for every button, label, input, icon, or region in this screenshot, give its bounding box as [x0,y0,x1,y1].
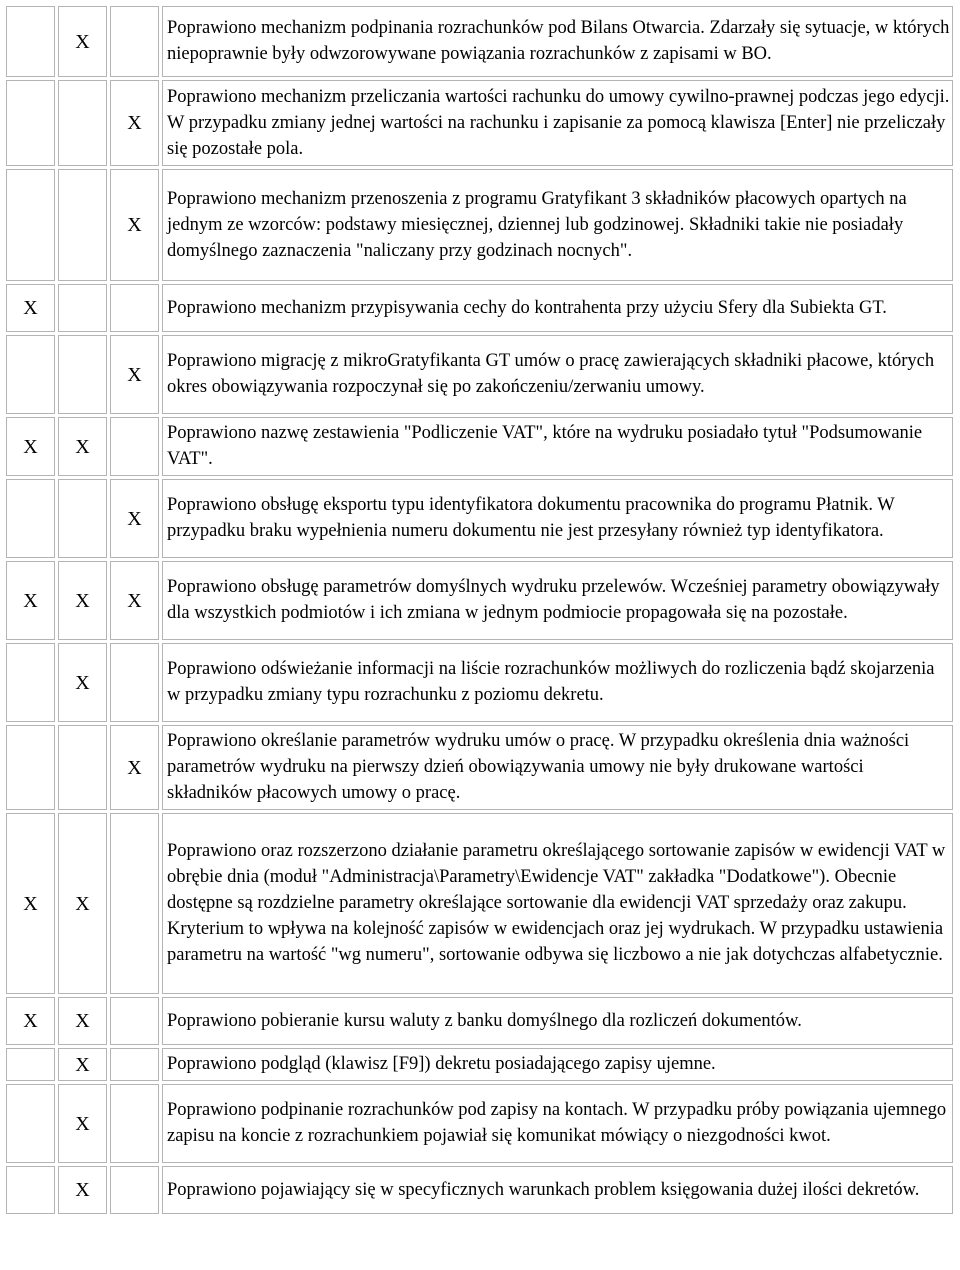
mark-cell-col2 [58,80,107,166]
mark-cell-col3: X [110,561,159,640]
mark-cell-col3 [110,643,159,722]
mark-cell-col1: X [6,813,55,994]
change-description: Poprawiono migrację z mikroGratyfikanta GT umów o pracę zawierających składniki płacowe, których okres obowiązywania rozpoczynał się po zakończeniu/zerwaniu umowy. [162,335,953,414]
table-row [6,561,953,640]
changes-table [3,3,956,1217]
mark-cell-col1 [6,479,55,558]
mark-cell-col2: X [58,1048,107,1081]
change-description: Poprawiono mechanizm przypisywania cechy do kontrahenta przy użyciu Sfery dla Subiekta GT. [162,284,953,332]
table-row [6,80,953,166]
mark-cell-col3: X [110,80,159,166]
table-row [6,169,953,281]
table-row [6,335,953,414]
table-row [6,284,953,332]
change-description: Poprawiono obsługę parametrów domyślnych wydruku przelewów. Wcześniej parametry obowiązywały dla wszystkich podmiotów i ich zmiana w jednym podmiocie propagowała się na pozostałe. [162,561,953,640]
mark-cell-col1 [6,6,55,77]
change-description: Poprawiono oraz rozszerzono działanie parametru określającego sortowanie zapisów w ewidencji VAT w obrębie dnia (moduł "Administracja\Parametry\Ewidencje VAT" zakładka "Dodatkowe"). Obecnie dostępne są rozdzielne parametry określające sortowanie dla ewidencji VAT sprzedaży oraz zakupu. Kryterium to wpływa na kolejność zapisów w ewidencjach oraz jej wydrukach. W przypadku ustawienia parametru na wartość "wg numeru", sortowanie odbywa się liczbowo a nie jak dotychczas alfabetycznie. [162,813,953,994]
mark-cell-col3 [110,6,159,77]
mark-cell-col1 [6,1166,55,1214]
table-row [6,1048,953,1081]
mark-cell-col3: X [110,169,159,281]
mark-cell-col1 [6,169,55,281]
mark-cell-col1: X [6,997,55,1045]
change-description: Poprawiono pobieranie kursu waluty z banku domyślnego dla rozliczeń dokumentów. [162,997,953,1045]
mark-cell-col1 [6,335,55,414]
mark-cell-col3 [110,417,159,476]
change-description: Poprawiono podgląd (klawisz [F9]) dekretu posiadającego zapisy ujemne. [162,1048,953,1081]
mark-cell-col2 [58,284,107,332]
mark-cell-col2: X [58,6,107,77]
mark-cell-col1 [6,725,55,810]
changes-table-body [6,6,953,1214]
table-row [6,997,953,1045]
table-row [6,643,953,722]
mark-cell-col3 [110,813,159,994]
mark-cell-col2: X [58,1166,107,1214]
change-description: Poprawiono obsługę eksportu typu identyfikatora dokumentu pracownika do programu Płatnik. W przypadku braku wypełnienia numeru dokumentu nie jest przesyłany również typ identyfikatora. [162,479,953,558]
mark-cell-col2: X [58,997,107,1045]
mark-cell-col1 [6,80,55,166]
mark-cell-col1: X [6,284,55,332]
mark-cell-col2: X [58,561,107,640]
table-row [6,6,953,77]
mark-cell-col2 [58,725,107,810]
mark-cell-col2 [58,335,107,414]
mark-cell-col3 [110,997,159,1045]
mark-cell-col1 [6,643,55,722]
table-row [6,1166,953,1214]
table-row [6,813,953,994]
mark-cell-col2 [58,169,107,281]
mark-cell-col3: X [110,725,159,810]
mark-cell-col2 [58,479,107,558]
change-description: Poprawiono mechanizm podpinania rozrachunków pod Bilans Otwarcia. Zdarzały się sytuacje, w których niepoprawnie były odwzorowywane powiązania rozrachunków z zapisami w BO. [162,6,953,77]
mark-cell-col3 [110,1048,159,1081]
mark-cell-col3: X [110,479,159,558]
mark-cell-col3 [110,284,159,332]
table-row [6,479,953,558]
change-description: Poprawiono nazwę zestawienia "Podliczenie VAT", które na wydruku posiadało tytuł "Podsumowanie VAT". [162,417,953,476]
mark-cell-col3 [110,1166,159,1214]
mark-cell-col3: X [110,335,159,414]
table-row [6,1084,953,1163]
mark-cell-col3 [110,1084,159,1163]
mark-cell-col1 [6,1084,55,1163]
mark-cell-col1: X [6,417,55,476]
mark-cell-col1: X [6,561,55,640]
mark-cell-col1 [6,1048,55,1081]
change-description: Poprawiono odświeżanie informacji na liście rozrachunków możliwych do rozliczenia bądź skojarzenia w przypadku zmiany typu rozrachunku z poziomu dekretu. [162,643,953,722]
change-description: Poprawiono mechanizm przenoszenia z programu Gratyfikant 3 składników płacowych opartych na jednym ze wzorców: podstawy miesięcznej, dziennej lub godzinowej. Składniki takie nie posiadały domyślnego zaznaczenia "naliczany przy godzinach nocnych". [162,169,953,281]
mark-cell-col2: X [58,813,107,994]
table-row [6,725,953,810]
change-description: Poprawiono pojawiający się w specyficznych warunkach problem księgowania dużej ilości dekretów. [162,1166,953,1214]
change-description: Poprawiono określanie parametrów wydruku umów o pracę. W przypadku określenia dnia ważności parametrów wydruku na pierwszy dzień obowiązywania umowy nie były drukowane wartości składników płacowych umowy o pracę. [162,725,953,810]
mark-cell-col2: X [58,1084,107,1163]
mark-cell-col2: X [58,417,107,476]
table-row [6,417,953,476]
mark-cell-col2: X [58,643,107,722]
change-description: Poprawiono podpinanie rozrachunków pod zapisy na kontach. W przypadku próby powiązania ujemnego zapisu na koncie z rozrachunkiem pojawiał się komunikat mówiący o niezgodności kwot. [162,1084,953,1163]
change-description: Poprawiono mechanizm przeliczania wartości rachunku do umowy cywilno-prawnej podczas jego edycji. W przypadku zmiany jednej wartości na rachunku i zapisanie za pomocą klawisza [Enter] nie przeliczały się pozostałe pola. [162,80,953,166]
